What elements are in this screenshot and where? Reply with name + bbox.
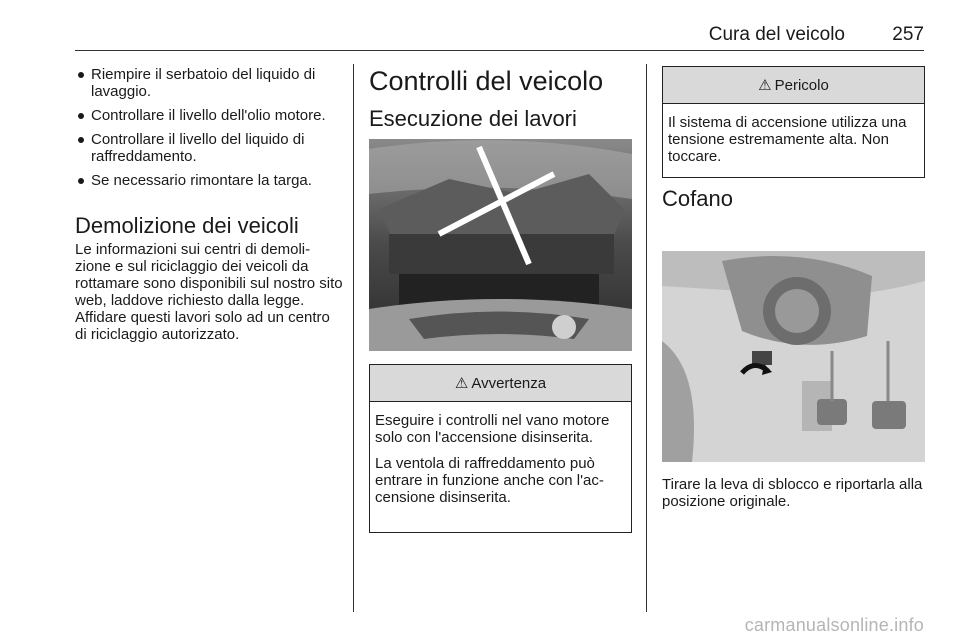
section-heading: Esecuzione dei lavori (369, 106, 577, 131)
column-divider (353, 64, 354, 612)
bullet-icon (78, 72, 84, 78)
bullet-list (75, 66, 343, 189)
page-header (0, 0, 960, 52)
column-middle (369, 66, 632, 132)
list-item: Riempire il serbatoio del liquido di lavaggio. (75, 66, 343, 100)
hood-release-photo (662, 251, 925, 462)
bullet-icon (78, 178, 84, 184)
warning-paragraph: Eseguire i controlli nel vano motore solo con l'accensione disinserita. (375, 412, 610, 446)
list-item: Se necessario rimontare la targa. (75, 172, 343, 189)
caption: Tirare la leva di sblocco e riportarla alla posizione originale. (662, 476, 923, 510)
chapter-title: Controlli del veicolo (369, 66, 604, 96)
body-paragraph: Le informazioni sui centri di demoli-zione e sul riciclaggio dei veicoli da rottamare sono disponibili sul nostro sito web, laddove richiesto dalla legge. Affidare questi lavori solo ad un centro di riciclaggio autorizzato. (75, 241, 343, 343)
list-item: Controllare il livello dell'olio motore. (75, 107, 343, 124)
section-title: Cura del veicolo (708, 24, 845, 45)
danger-box (662, 66, 925, 178)
section-heading: Demolizione dei veicoli (75, 213, 299, 238)
warning-triangle-icon: ⚠ (758, 77, 772, 94)
warning-header (370, 365, 631, 402)
section-heading: Cofano (662, 186, 733, 211)
engine-bay-photo (369, 139, 632, 351)
column-left (75, 66, 343, 343)
danger-body (663, 104, 924, 165)
warning-label: Avvertenza (471, 374, 547, 392)
danger-header (663, 67, 924, 104)
header-rule (75, 50, 924, 51)
column-divider (646, 64, 647, 612)
warning-body (370, 402, 631, 506)
danger-label: Pericolo (774, 76, 829, 94)
bullet-icon (78, 137, 84, 143)
bullet-icon (78, 113, 84, 119)
page-number: 257 (892, 24, 924, 45)
warning-triangle-icon: ⚠ (454, 375, 469, 392)
list-item: Controllare il livello del liquido di raffreddamento. (75, 131, 343, 165)
warning-paragraph: La ventola di raffreddamento può entrare in funzione anche con l'ac-censione disinserita. (375, 455, 604, 506)
warning-box (369, 364, 632, 533)
watermark: carmanualsonline.info (744, 615, 924, 635)
danger-text: Il sistema di accensione utilizza una tensione estremamente alta. Non toccare. (668, 114, 907, 165)
